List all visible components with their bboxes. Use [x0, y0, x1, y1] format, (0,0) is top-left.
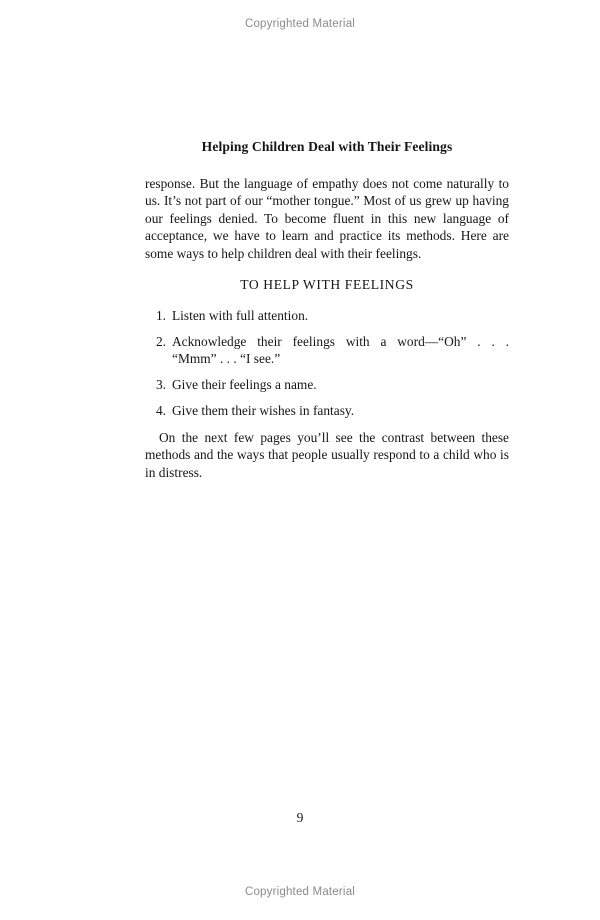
list-item-3-number: 3.	[155, 377, 166, 392]
list-item-4-number: 4.	[155, 403, 166, 418]
list-item-1	[145, 307, 509, 325]
copyright-notice-top: Copyrighted Material	[244, 18, 356, 30]
list-item-2-number: 2.	[155, 333, 166, 349]
page-number: 9	[296, 810, 304, 825]
closing-paragraph: On the next few pages you’ll see the contrast between these methods and the ways that people usually respond to a child who is in distress.	[145, 429, 509, 480]
list-item-3-text: Give their feelings a name.	[172, 377, 317, 392]
list-item-4-text: Give them their wishes in fantasy.	[172, 403, 355, 418]
intro-paragraph: response. But the language of empathy does not come naturally to us. It’s not part of our “mother tongue.” Most of us grew up having our feelings denied. To become fluent in this new language of acceptance, we have to learn and practice its methods. Here are some ways to help children deal with their feelings.	[145, 175, 509, 261]
list-item-1-text: Listen with full attention.	[172, 307, 309, 323]
numbered-list	[145, 307, 509, 420]
running-head: Helping Children Deal with Their Feelings	[201, 139, 453, 154]
list-item-2-text: Acknowledge their feelings with a word—“Oh” . . . “Mmm” . . . “I see.”	[172, 333, 509, 366]
page-body	[145, 138, 509, 481]
list-item-2	[145, 333, 509, 368]
list-item-3	[145, 376, 509, 394]
list-item-1-number: 1.	[155, 307, 166, 323]
list-item-4	[145, 402, 509, 420]
section-heading: TO HELP WITH FEELINGS	[240, 277, 414, 292]
copyright-notice-bottom: Copyrighted Material	[244, 886, 356, 898]
